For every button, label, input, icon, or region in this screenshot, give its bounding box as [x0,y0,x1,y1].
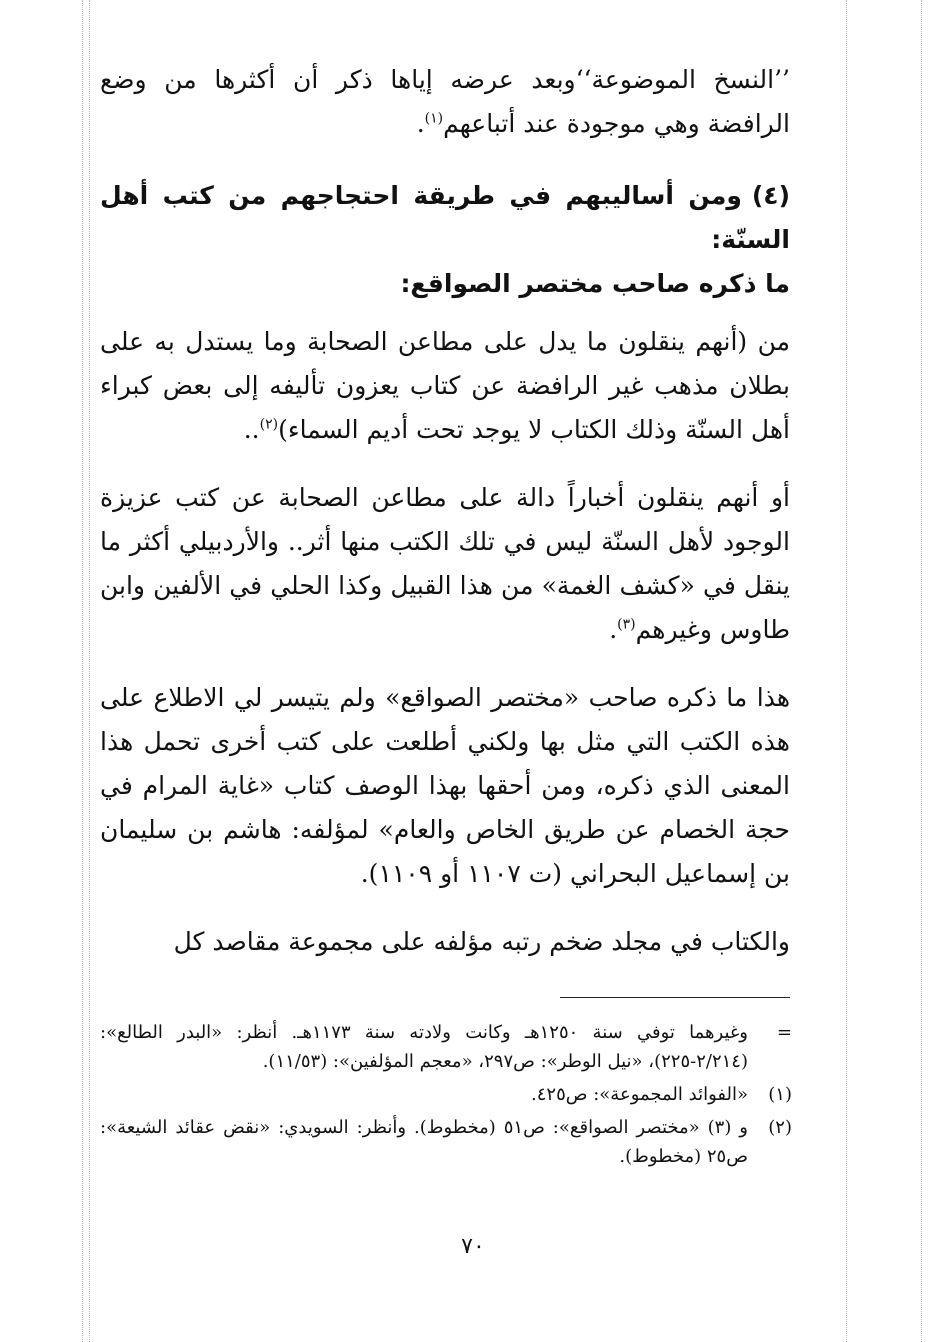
footnote-text: «الفوائد المجموعة»: ص٤٢٥. [531,1084,748,1105]
paragraph-3-text: أو أنهم ينقلون أخباراً دالة على مطاعن الصحابة عن كتب عزيزة الوجود لأهل السنّة ليس في تلك الكتب منها أثر.. والأردبيلي أكثر ما ينقل في «كشف الغمة» من هذا القبيل وكذا الحلي في الألفين وابن طاوس وغيرهم [100,483,790,644]
footnote-text: و (٣) «مختصر الصواقع»: ص٥١ (مخطوط). وأنظر: السويدي: «نقض عقائد الشيعة»: ص٢٥ (مخطوط). [100,1117,748,1167]
heading-line-2: ما ذكره صاحب مختصر الصواقع: [400,269,790,298]
footnote-ref-1: (١) [424,110,444,127]
top-paragraph: ’’النسخ الموضوعة‘‘وبعد عرضه إياها ذكر أن أكثرها من وضع الرافضة وهي موجودة عند أتباعهم$^{(١)}$. [100,65,790,138]
footnote-ref-3: (٣) [617,616,636,633]
heading-line-1 [100,174,790,262]
footnote-marker: (١) [768,1084,792,1105]
section-heading [100,174,790,306]
scan-dotted-line [846,0,847,1342]
heading-number: (٤) [751,181,790,210]
top-paragraph-text: ’’النسخ الموضوعة‘‘وبعد عرضه إياها ذكر أن أكثرها من وضع الرافضة وهي موجودة عند أتباعهم [100,65,790,138]
paragraph-2-text: من (أنهم ينقلون ما يدل على مطاعن الصحابة وما يستدل به على بطلان مذهب غير الرافضة عن كتاب يعزون تأليفه إلى بعض كبراء أهل السنّة وذلك الكتاب لا يوجد تحت أديم السماء) [100,327,790,444]
paragraph-4: هذا ما ذكره صاحب «مختصر الصواقع» ولم يتيسر لي الاطلاع على هذه الكتب التي مثل بها ولكني أطلعت على كتب أخرى تحمل هذا المعنى الذي ذكره، ومن أحقها بهذا الوصف كتاب «غاية المرام في حجة الخصام عن طريق الخاص والعام» لمؤلفه: هاشم بن سليمان بن إسماعيل البحراني (ت ١١٠٧ أو ١١٠٩). [100,683,790,888]
footnote-continuation [100,1018,792,1076]
footnote-text: وغيرهما توفي سنة ١٢٥٠هـ وكانت ولادته سنة ١١٧٣هـ. أنظر: «البدر الطالع»: (٢/٢١٤-٢٢٥)، «نيل الوطر»: ص٢٩٧، «معجم المؤلفين»: (١١/٥٣). [100,1022,748,1072]
footnote-2 [100,1113,792,1171]
footnote-divider [560,997,790,998]
footnote-marker: (٢) [768,1117,792,1138]
paragraph-3-tail: . [609,615,618,644]
paragraph-3 [100,476,790,652]
heading-line-1-text: ومن أساليبهم في طريقة احتجاجهم من كتب أهل السنّة: [100,181,790,254]
page-number: ٧٠ [461,1234,485,1259]
footnote-1 [100,1080,792,1109]
footnote-ref-2: (٢) [259,416,279,433]
paragraph-5: والكتاب في مجلد ضخم رتبه مؤلفه على مجموعة مقاصد كل [173,927,790,956]
footnote-marker: = [776,1022,792,1043]
footnotes [100,1018,792,1175]
page-body [100,58,790,964]
paragraph-2-tail: .. [243,415,260,444]
paragraph-2 [100,320,790,452]
scan-dotted-line [921,0,922,1342]
scan-dotted-line [89,0,90,1342]
scan-dotted-line [82,0,83,1342]
